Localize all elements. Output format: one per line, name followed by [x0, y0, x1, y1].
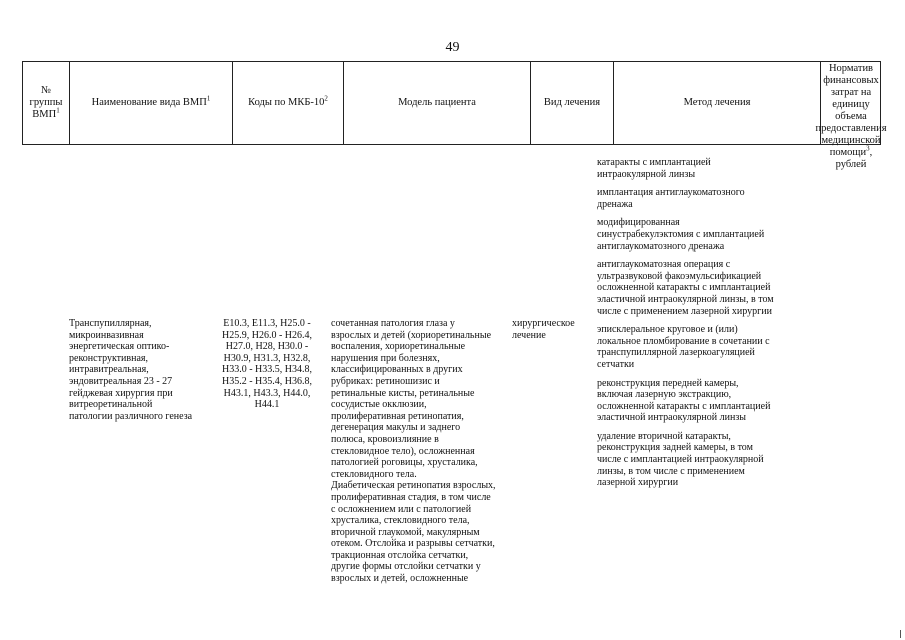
- row-icd-codes: E10.3, E11.3, H25.0 - H25.9, H26.0 - H26.4, H27.0, H28, H30.0 - H30.9, H31.3, H32.8, H33.0 - H33.5, H34.8, H35.2 - H35.4, H36.8, H43.1, H43.3, H44.0, H44.1: [222, 318, 312, 411]
- method-item: имплантация антиглаукоматозного дренажа: [597, 187, 745, 210]
- header-icd-codes-label: Коды по МКБ-10: [248, 97, 325, 108]
- header-cost-standard: [815, 62, 887, 170]
- header-treatment-type: [531, 62, 614, 144]
- header-group-number-label: № группы ВМП: [29, 85, 63, 120]
- method-item: антиглаукоматозная операция с ультразвуковой факоэмульсификацией осложненной катаракты с имплантацией эластичной интраокулярной линзы, в том числе с применением лазерной хирургии: [597, 259, 774, 317]
- method-item: реконструкция передней камеры, включая лазерную экстракцию, осложненной катаракты с имплантацией эластичной интраокулярной линзы: [597, 377, 771, 424]
- method-item: эписклеральное круговое и (или) локальное пломбирование в сочетании с транспупиллярной лазеркоагуляцией сетчатки: [597, 324, 770, 370]
- header-group-number: [23, 62, 70, 144]
- footnote-mark: 1: [206, 94, 211, 103]
- footnote-mark: 2: [324, 94, 328, 103]
- method-item: модифицированная синустрабекулэктомия с имплантацией антиглаукоматозного дренажа: [597, 217, 765, 252]
- header-treatment-method-label: Метод лечения: [683, 97, 751, 108]
- method-item: катаракты с имплантацией интраокулярной линзы: [597, 157, 711, 180]
- treatment-method-list: [597, 157, 797, 496]
- header-patient-model: [344, 62, 531, 144]
- header-cost-standard-tail: , рублей: [835, 147, 873, 170]
- footnote-mark: 3: [866, 144, 870, 153]
- scan-edge-mark: [900, 630, 901, 638]
- header-vmp-name: [70, 62, 233, 144]
- header-treatment-type-label: Вид лечения: [543, 97, 601, 108]
- footnote-mark: 1: [56, 106, 60, 115]
- method-item: удаление вторичной катаракты, реконструкция задней камеры, в том числе с имплантацией интраокулярной линзы, в том числе с применением лазерной хирургии: [597, 430, 764, 489]
- header-cost-standard-label: Норматив финансовых затрат на единицу объема предоставления медицинской помощи: [815, 63, 887, 158]
- header-treatment-method: [614, 62, 821, 144]
- header-vmp-name-label: Наименование вида ВМП: [91, 97, 207, 108]
- header-patient-model-label: Модель пациента: [398, 97, 476, 108]
- page-number: 49: [445, 40, 460, 55]
- row-vmp-name: Транспупиллярная, микроинвазивная энергетическая оптико- реконструктивная, интравитреальная, эндовитреальная 23 - 27 гейджевая хирургия при витреоретинальной патологии различного генеза: [69, 318, 193, 422]
- row-treatment-type: хирургическое лечение: [512, 318, 575, 341]
- header-icd-codes: [233, 62, 344, 144]
- row-patient-model: сочетанная патология глаза у взрослых и детей (хориоретинальные воспаления, хориоретинальные нарушения при болезнях, классифицированных в других рубриках: ретиношизис и ретинальные кисты, ретинальные сосудистые окклюзии, пролиферативная ретинопатия, дегенерация макулы и заднего полюса, кровоизлияние в стекловидное тело), осложненная патологией роговицы, хрусталика, стекловидного тела. Диабетическая ретинопатия взрослых, пролиферативная стадия, в том числе с осложнением или с патологией хрусталика, стекловидного тела, вторичной глаукомой, макулярным отеком. Отслойка и разрывы сетчатки, тракционная отслойка сетчатки, другие формы отслойки сетчатки у взрослых и детей, осложненные: [331, 318, 496, 585]
